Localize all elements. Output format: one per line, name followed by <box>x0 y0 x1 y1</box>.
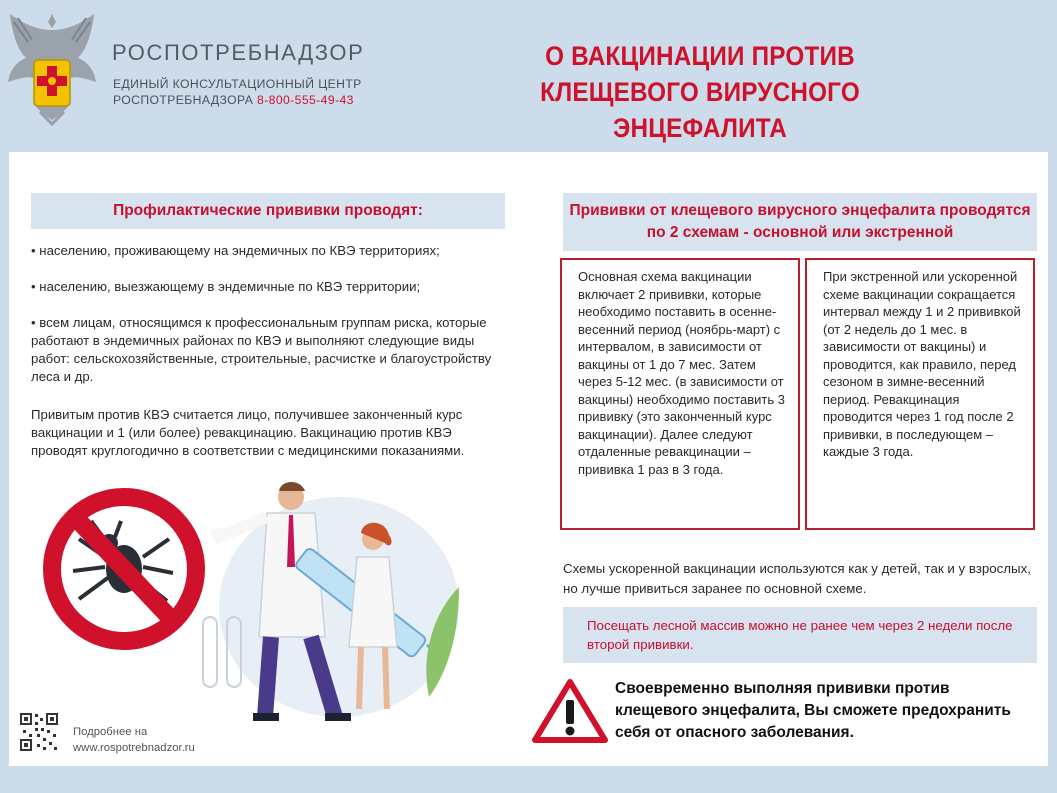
page-title <box>466 38 934 146</box>
more-info <box>73 724 195 756</box>
bullet-item: • всем лицам, относящимся к профессиональным группам риска, которые работают в эндемичных районах по КВЭ и выполняют следующие виды работ: сельскохозяйственные, строительные, расчистке и благоустройству леса и др. <box>31 314 511 386</box>
left-section-heading: Профилактические прививки проводят: <box>31 193 505 229</box>
content-panel <box>9 152 1048 766</box>
org-subtitle <box>113 76 362 108</box>
org-sub-line1: ЕДИНЫЙ КОНСУЛЬТАЦИОННЫЙ ЦЕНТР <box>113 77 362 91</box>
website-link[interactable]: www.rospotrebnadzor.ru <box>73 742 195 754</box>
bullet-item: • населению, проживающему на эндемичных по КВЭ территориях; <box>31 242 511 260</box>
main-scheme-box: Основная схема вакцинации включает 2 прививки, которые необходимо поставить в осенне-весенний период (ноябрь-март) с интервалом, в зависимости от вакцины от 1 до 7 мес. Затем через 5-12 мес. (в зависимости от вакцины) необходимо поставить 3 прививку (это законченный курс вакцинации). Далее следуют отдаленные ревакцинации – прививка 1 раз в 3 года. <box>560 258 800 530</box>
no-ticks-icon <box>52 497 196 641</box>
vaccinated-definition: Привитым против КВЭ считается лицо, получившее законченный курс вакцинации и 1 (или более) ревакцинацию. Вакцинацию против КВЭ проводят круглогодично в соответствии с медицинскими показаниями. <box>31 407 465 458</box>
right-heading-line2: по 2 схемам - основной или экстренной <box>646 224 954 241</box>
org-sub-line2 <box>113 92 362 108</box>
qr-code-icon <box>19 712 59 752</box>
right-section-heading <box>563 193 1037 251</box>
org-name: РОСПОТРЕБНАДЗОР <box>112 40 365 65</box>
header <box>0 0 1057 152</box>
bullet-item: • населению, выезжающему в эндемичные по КВЭ территории; <box>31 278 511 296</box>
title-line1: О ВАКЦИНАЦИИ ПРОТИВ <box>545 41 855 71</box>
double-headed-eagle-emblem-icon <box>4 8 100 126</box>
no-ticks-doctors-syringe-illustration <box>39 477 509 727</box>
more-label: Подробнее на <box>73 726 148 738</box>
warning-triangle-icon <box>531 678 609 744</box>
warning-message: Своевременно выполняя прививки против клещевого энцефалита, Вы сможете предохранить себя от опасного заболевания. <box>615 680 1011 741</box>
schemes-note: Схемы ускоренной вакцинации используются как у детей, так и у взрослых, но лучше привиться заранее по основной схеме. <box>563 561 1031 596</box>
hotline-phone: 8-800-555-49-43 <box>257 93 354 107</box>
title-line2: КЛЕЩЕВОГО ВИРУСНОГО ЭНЦЕФАЛИТА <box>540 77 860 143</box>
bullet-list <box>31 242 511 404</box>
forest-visit-note: Посещать лесной массив можно не ранее чем через 2 недели после второй прививки. <box>563 607 1037 663</box>
right-heading-line1: Прививки от клещевого вирусного энцефалита проводятся <box>569 202 1031 219</box>
emergency-scheme-box: При экстренной или ускоренной схеме вакцинации сокращается интервал между 1 и 2 прививкой (от 2 недель до 1 мес. в зависимости от вакцины) и проводится, как правило, перед сезоном в зимне-весенний период. Ревакцинация проводится через 1 год после 2 прививки, в последующем – каждые 3 года. <box>805 258 1035 530</box>
org-sub-line2-text: РОСПОТРЕБНАДЗОРА <box>113 93 254 107</box>
